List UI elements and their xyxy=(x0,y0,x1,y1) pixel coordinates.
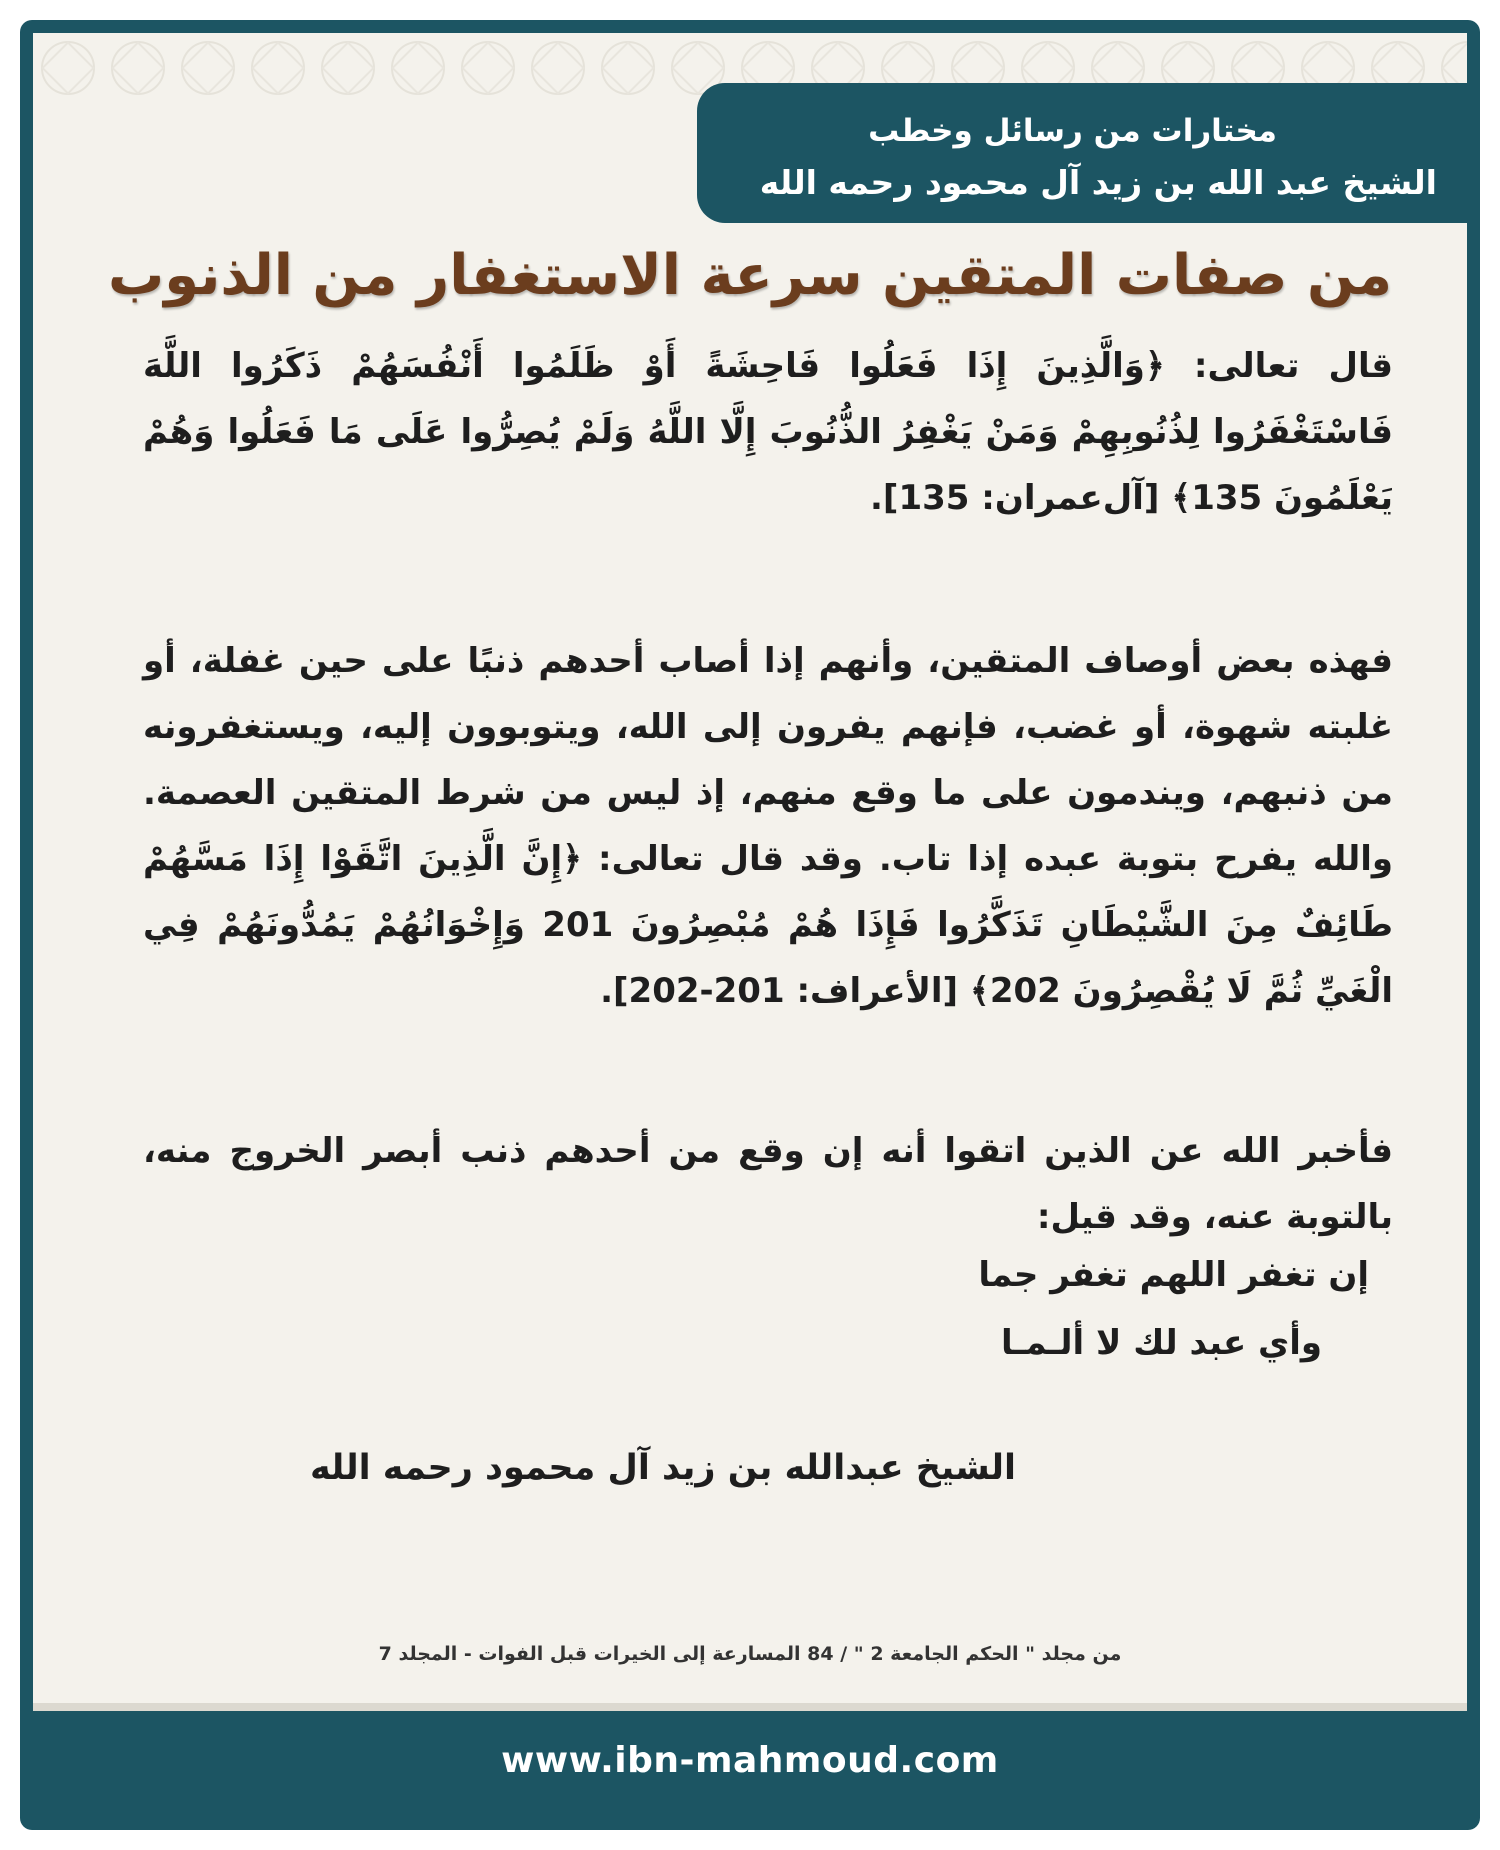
paragraph-2: فهذه بعض أوصاف المتقين، وأنهم إذا أصاب أحدهم ذنبًا على حين غفلة، أو غلبته شهوة، أو غضب، فإنهم يفرون إلى الله، ويتوبوون إليه، ويستغفرونه من ذنبهم، ويندمون على ما وقع منهم، إذ ليس من شرط المتقين العصمة. والله يفرح بتوبة عبده إذا تاب. وقد قال تعالى: ﴿إِنَّ الَّذِينَ اتَّقَوْا إِذَا مَسَّهُمْ طَائِفٌ مِنَ الشَّيْطَانِ تَذَكَّرُوا فَإِذَا هُمْ مُبْصِرُونَ 201 وَإِخْوَانُهُمْ يَمُدُّونَهُمْ فِي الْغَيِّ ثُمَّ لَا يُقْصِرُونَ 202﴾ [الأعراف: 201-202]. xyxy=(143,641,1393,1011)
page-title: من صفات المتقين سرعة الاستغفار من الذنوب xyxy=(107,243,1393,308)
header-banner xyxy=(697,83,1467,223)
author-signature: الشيخ عبدالله بن زيد آل محمود رحمه الله xyxy=(309,1448,1017,1488)
paragraph-1: قال تعالى: ﴿وَالَّذِينَ إِذَا فَعَلُوا فَاحِشَةً أَوْ ظَلَمُوا أَنْفُسَهُمْ ذَكَرُوا اللَّهَ فَاسْتَغْفَرُوا لِذُنُوبِهِمْ وَمَنْ يَغْفِرُ الذُّنُوبَ إِلَّا اللَّهُ وَلَمْ يُصِرُّوا عَلَى مَا فَعَلُوا وَهُمْ يَعْلَمُونَ 135﴾ [آل‌عمران: 135]. xyxy=(143,346,1393,518)
paragraph-3: فأخبر الله عن الذين اتقوا أنه إن وقع من أحدهم ذنب أبصر الخروج منه، بالتوبة عنه، وقد قيل: xyxy=(143,1131,1393,1237)
content-card xyxy=(33,33,1467,1703)
source-citation: من مجلد " الحكم الجامعة 2 " / 84 المسارعة إلى الخيرات قبل الفوات - المجلد 7 xyxy=(378,1643,1122,1665)
poem-line-1: إن تغفر اللهم تغفر جما xyxy=(978,1255,1369,1295)
poem-line-2: وأي عبد لك لا ألـمـا xyxy=(1000,1323,1322,1363)
series-title: مختارات من رسائل وخطب xyxy=(868,113,1277,149)
website-link[interactable]: www.ibn-mahmoud.com xyxy=(501,1740,999,1781)
author-header: الشيخ عبد الله بن زيد آل محمود رحمه الله xyxy=(759,163,1437,202)
footer-divider xyxy=(33,1703,1467,1711)
